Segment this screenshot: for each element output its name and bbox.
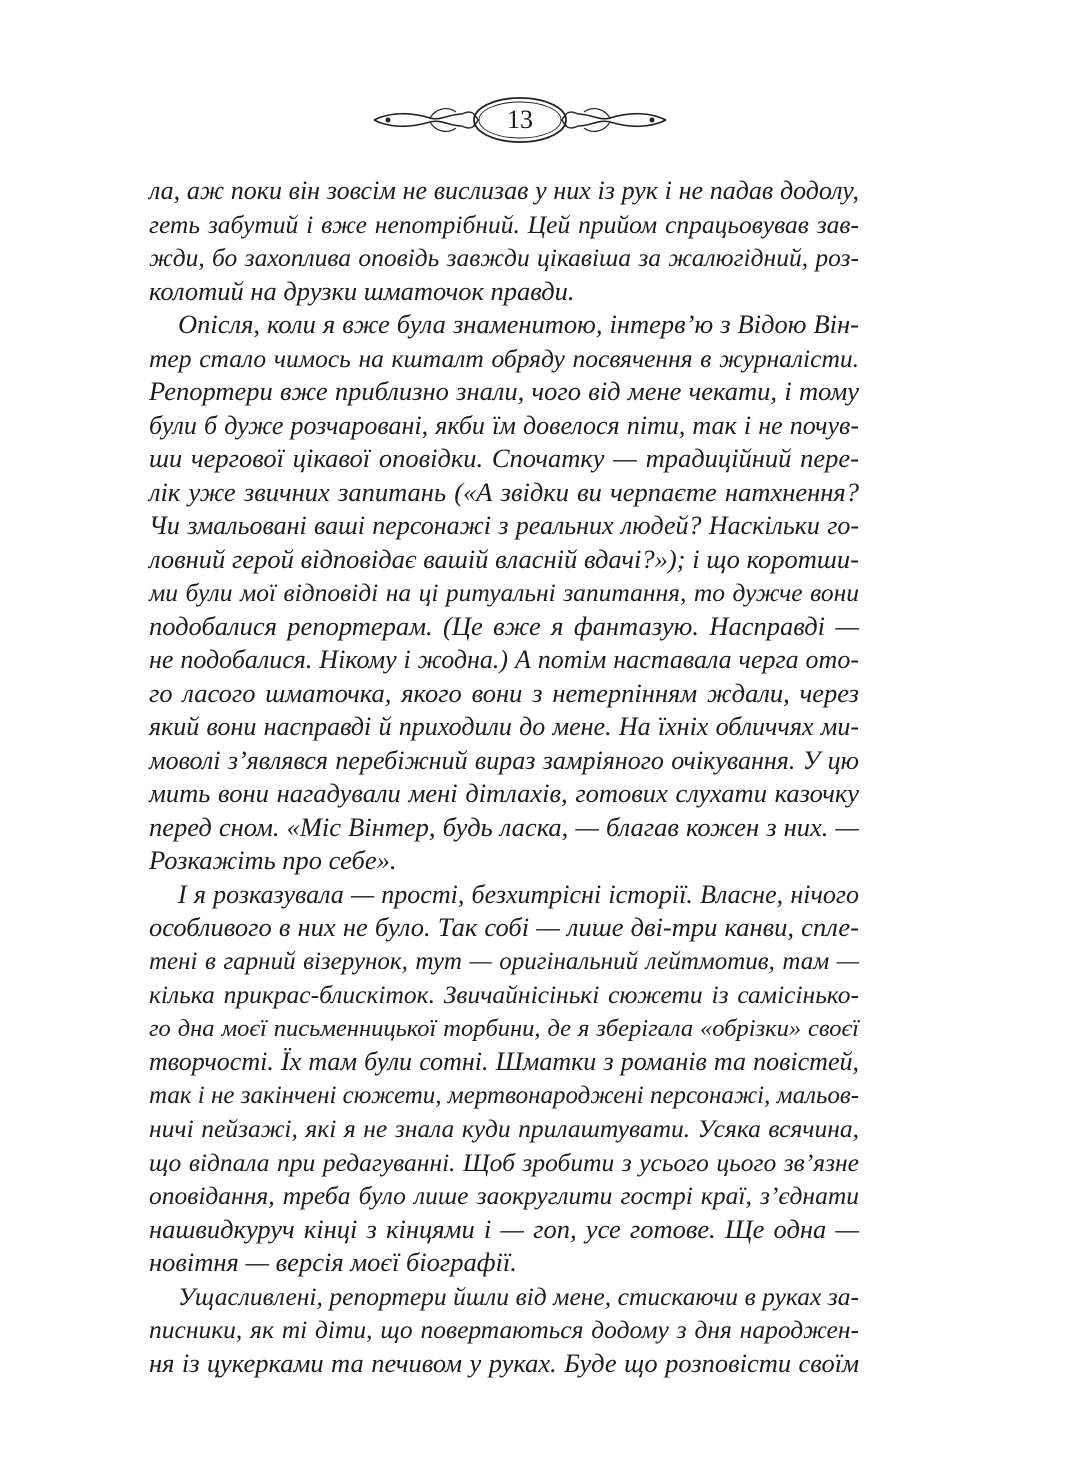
text-line: ничі пейзажі, які я не знала куди прилаштувати. Усяка всячина,: [149, 1114, 859, 1143]
text-line: го дна моєї письменницької торбини, де я зберігала «обрізки» своєї: [149, 1014, 859, 1042]
text-line: Розкажіть про себе».: [149, 845, 397, 875]
text-line: тер стало чимось на кшталт обряду посвячення в журналісти.: [149, 343, 859, 373]
text-line: писники, як ті діти, що повертаються додому з дня народжен-: [149, 1315, 859, 1344]
text-line: ла, аж поки він зовсім не вислизав у них із рук і не падав додолу,: [149, 176, 859, 205]
text-line: так і не закінчені сюжети, мертвонароджені персонажі, мальов-: [149, 1081, 860, 1109]
page-number: 13: [507, 105, 533, 134]
text-line: Опісля, коли я вже була знаменитою, інтерв’ю з Відою Він-: [178, 309, 859, 339]
text-line: оповідання, треба було лише заокруглити гострі краї, з’єднати: [149, 1181, 859, 1210]
text-line: колотий на друзки шматочок правди.: [149, 275, 575, 306]
text-line: Репортери вже приблизно знали, чого від мене чекати, і тому: [149, 376, 859, 406]
text-line: що відпала при редагуванні. Щоб зробити з усього цього зв’язне: [149, 1147, 859, 1177]
text-line: геть забутий і вже непотрібний. Цей прийом спрацьовував зав-: [149, 209, 859, 239]
text-line: Чи змальовані ваші персонажі з реальних людей? Наскільки го-: [149, 511, 859, 540]
text-line: перед сном. «Міс Вінтер, будь ласка, — благав кожен з них. —: [149, 811, 859, 842]
text-line: ши чергової цікавої оповідки. Спочатку — традиційний пере-: [149, 443, 859, 473]
text-line: який вони насправді й приходили до мене. На їхніх обличчях ми-: [149, 712, 859, 741]
body-text: [149, 174, 859, 1380]
text-line: моволі з’являвся перебіжний вираз замріяного очікування. У цю: [149, 745, 859, 775]
text-line: ми були мої відповіді на ці ритуальні запитання, то дужче вони: [149, 578, 859, 607]
text-line: кілька прикрас-блискіток. Звичайнісінькі сюжети із самісінько-: [149, 980, 859, 1009]
page-header-ornament: [370, 90, 670, 150]
text-line: подобалися репортерам. (Це вже я фантазую. Насправді —: [149, 610, 859, 641]
text-line: ловний герой відповідає вашій власній вдачі?»); і що коротши-: [149, 543, 859, 574]
text-line: жди, бо захоплива оповідь завжди цікавіша за жалюгідний, роз-: [149, 243, 859, 272]
text-line: Ущасливлені, репортери йшли від мене, стискаючи в руках за-: [178, 1281, 859, 1311]
text-line: тені в гарний візерунок, тут — оригінальний лейтмотив, там —: [149, 947, 859, 975]
text-line: не подобалися. Нікому і жодна.) А потім наставала черга ото-: [149, 645, 859, 674]
text-line: мить вони нагадували мені дітлахів, готових слухати казочку: [149, 778, 859, 808]
text-line: І я розказувала — прості, безхитрісні історії. Власне, нічого: [178, 879, 859, 909]
text-line: ня із цукерками та печивом у руках. Буде що розповісти своїм: [149, 1347, 859, 1378]
text-line: особливого в них не було. Так собі — лише дві-три канви, спле-: [149, 912, 859, 942]
text-line: новітня — версія моєї біографії.: [149, 1247, 517, 1277]
text-line: лік уже звичних запитань («А звідки ви черпаєте натхнення?: [149, 476, 859, 507]
text-line: були б дуже розчаровані, якби їм довелося піти, так і не почув-: [149, 410, 859, 440]
text-line: творчості. Їх там були сотні. Шматки з романів та повістей,: [149, 1047, 859, 1076]
text-line: нашвидкуруч кінці з кінцями і — гоп, усе готове. Ще одна —: [149, 1213, 859, 1244]
text-line: го ласого шматочка, якого вони з нетерпінням ждали, через: [149, 677, 859, 708]
